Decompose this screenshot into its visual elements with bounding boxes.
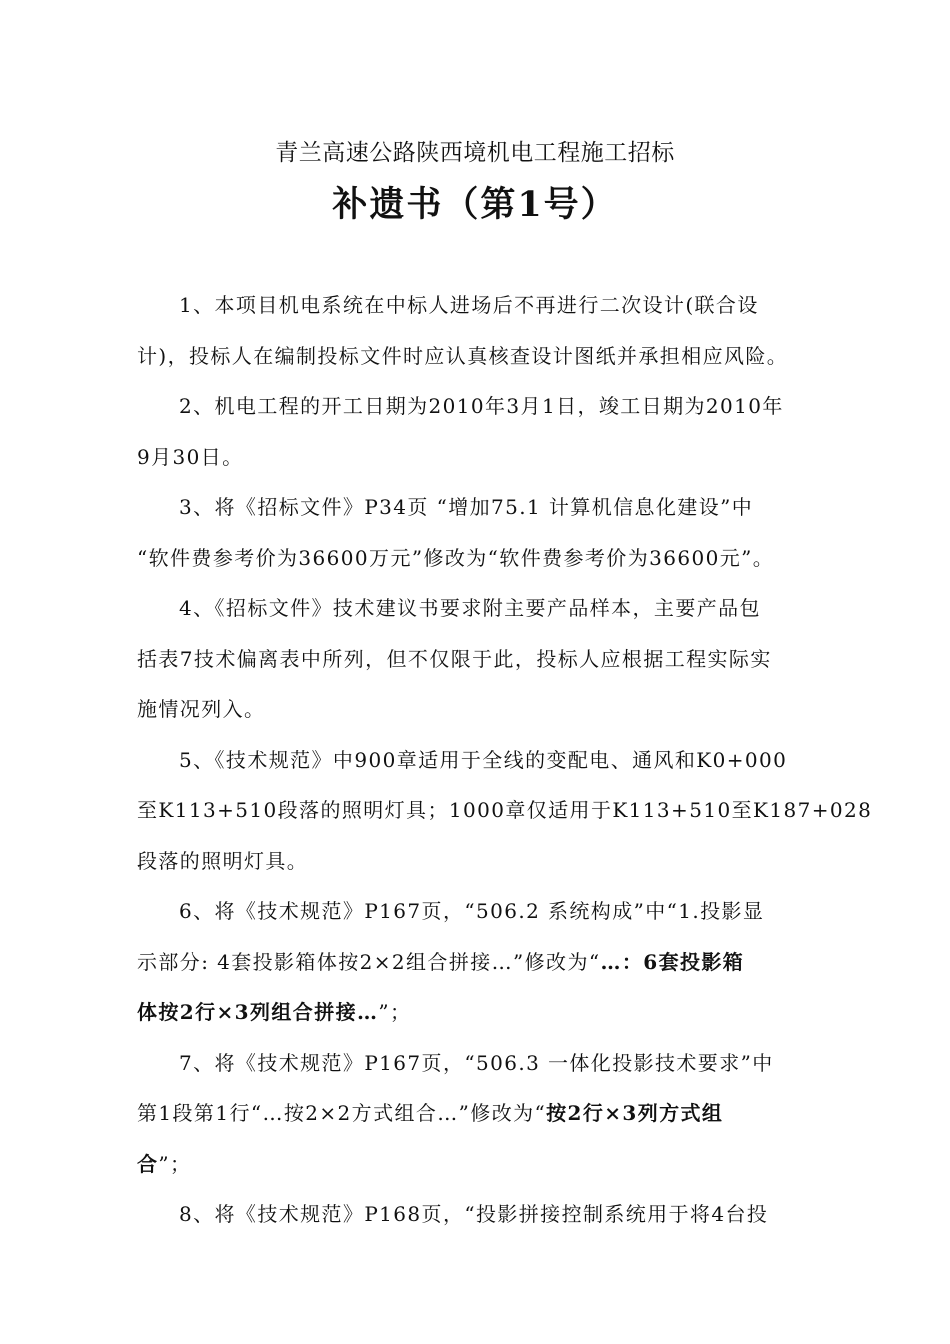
text-line: 施情况列入。: [137, 697, 266, 721]
paragraph-item-3: [137, 482, 817, 583]
bold-text-span: 体按2行×3列组合拼接…: [137, 1000, 379, 1024]
text-line: 2、机电工程的开工日期为2010年3月1日，竣工日期为2010年: [179, 394, 784, 418]
text-span: 第1段第1行“…按2×2方式组合…”修改为“: [137, 1101, 547, 1125]
document-subtitle: 青兰高速公路陕西境机电工程施工招标: [275, 140, 675, 166]
text-line: “软件费参考价为36600万元”修改为“软件费参考价为36600元”。: [137, 545, 775, 570]
paragraph-item-7: [137, 1038, 817, 1190]
text-line: 9月30日。: [137, 444, 244, 469]
paragraph-item-5: [137, 735, 873, 887]
bold-text-span: …：6套投影箱: [600, 949, 745, 974]
text-line: 5、《技术规范》中900章适用于全线的变配电、通风和K0+000: [179, 747, 788, 772]
text-line: 3、将《招标文件》P34页 “增加75.1 计算机信息化建设”中: [179, 495, 754, 519]
text-line: 4、《招标文件》技术建议书要求附主要产品样本，主要产品包: [179, 596, 761, 620]
paragraph-item-8: [137, 1189, 817, 1240]
paragraph-item-4: [137, 583, 817, 735]
text-line: 1、本项目机电系统在中标人进场后不再进行二次设计(联合设: [179, 293, 759, 317]
text-span: ”；: [158, 1151, 192, 1176]
text-line: [137, 937, 817, 988]
paragraph-item-1: [137, 280, 817, 381]
text-line: [137, 987, 817, 1038]
text-line: 6、将《技术规范》P167页，“506.2 系统构成”中“1.投影显: [179, 899, 765, 923]
text-span: ”；: [378, 1000, 412, 1024]
text-line: 括表7技术偏离表中所列，但不仅限于此，投标人应根据工程实际实: [137, 646, 772, 671]
paragraph-item-2: [137, 381, 817, 482]
text-line: 7、将《技术规范》P167页，“506.3 一体化投影技术要求”中: [179, 1050, 774, 1075]
text-line: [137, 1088, 817, 1139]
text-line: 至K113+510段落的照明灯具；1000章仅适用于K113+510至K187+028: [137, 798, 873, 822]
text-line: 段落的照明灯具。: [137, 848, 309, 873]
text-line: [137, 1139, 817, 1190]
bold-text-span: 合: [137, 1151, 159, 1176]
paragraph-item-6: [137, 886, 817, 1038]
document-title: 补遗书（第1号）: [332, 184, 618, 225]
document-body: [137, 280, 873, 1240]
text-span: 示部分: 4套投影箱体按2×2组合拼接…”修改为“: [137, 949, 601, 974]
text-line: 计)，投标人在编制投标文件时应认真核查设计图纸并承担相应风险。: [137, 343, 789, 368]
text-line: 8、将《技术规范》P168页，“投影拼接控制系统用于将4台投: [179, 1202, 769, 1226]
bold-text-span: 按2行×3列方式组: [546, 1101, 724, 1125]
